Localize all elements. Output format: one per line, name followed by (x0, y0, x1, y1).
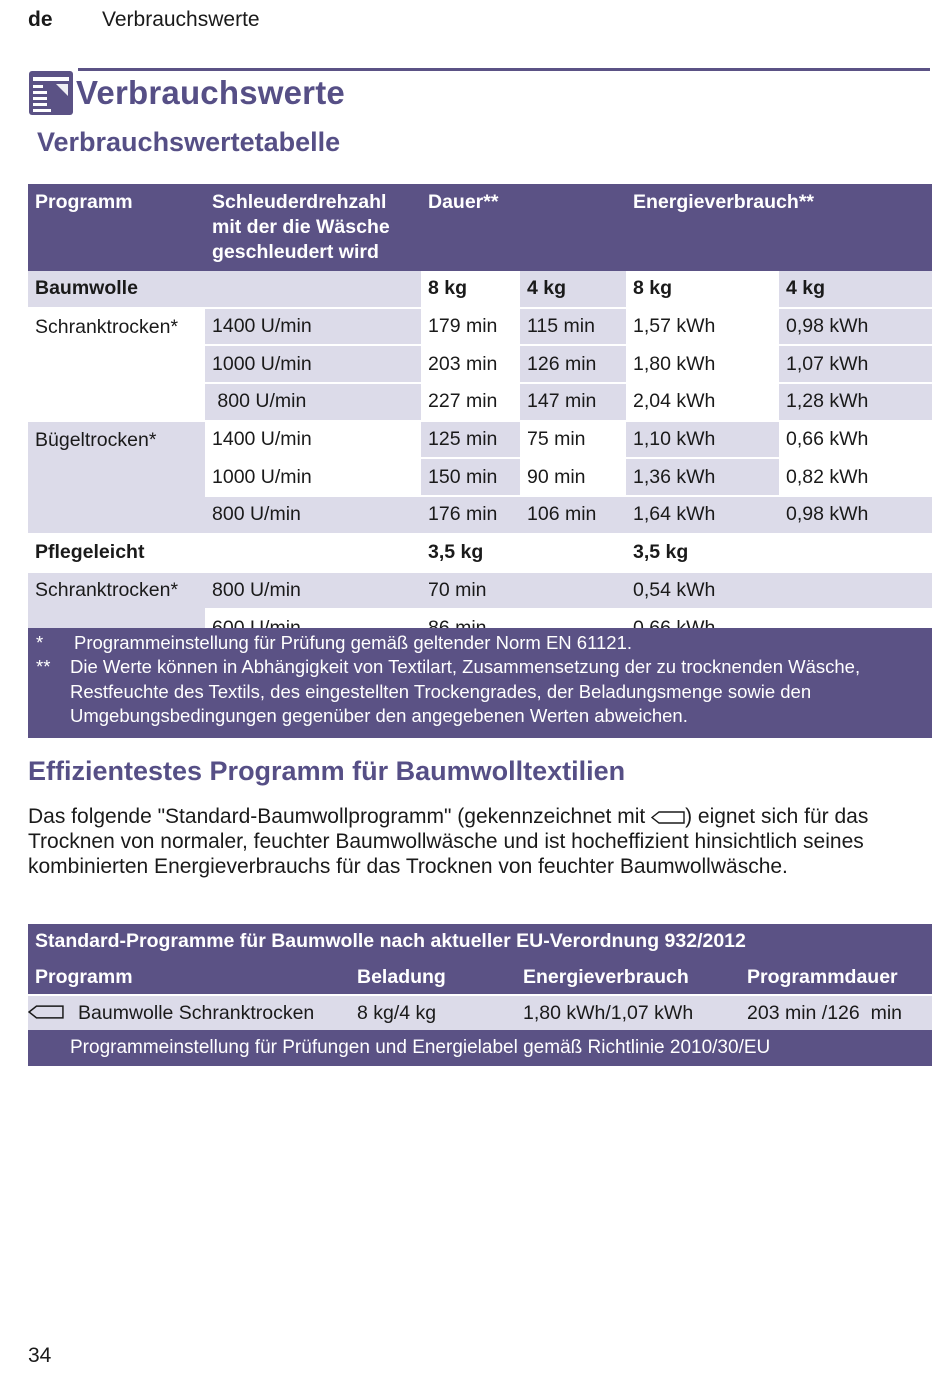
speed-cell: 1000 U/min (205, 345, 421, 383)
energy-cell: 1,10 kWh (626, 421, 779, 459)
duration-cell: 227 min (421, 383, 520, 421)
duration-cell: 70 min (421, 572, 520, 610)
std-table-title: Standard-Programme für Baumwolle nach aktueller EU-Verordnung 932/2012 (28, 924, 932, 958)
load-cell: 3,5 kg (626, 534, 779, 572)
efficient-program-paragraph (28, 804, 928, 879)
program-cell: Schranktrocken* (28, 308, 205, 346)
std-header-dauer: Programmdauer (747, 966, 898, 988)
consumption-table-icon (28, 70, 74, 116)
speed-cell: 800 U/min (205, 572, 421, 610)
footnote-mark: ** (36, 656, 51, 677)
table-row (28, 458, 932, 496)
speed-cell: 800 U/min (205, 496, 421, 534)
std-header-energie: Energieverbrauch (523, 966, 689, 988)
duration-cell: 75 min (520, 421, 626, 459)
energy-cell: 1,28 kWh (779, 383, 932, 421)
energy-cell: 0,98 kWh (779, 308, 932, 346)
std-table-note (28, 1030, 932, 1066)
standard-cotton-symbol-icon (28, 1005, 64, 1019)
energy-cell: 1,64 kWh (626, 496, 779, 534)
section-subtitle: Verbrauchswertetabelle (37, 127, 341, 157)
std-table-header-row (28, 958, 932, 994)
program-cell (28, 458, 205, 496)
table-row (28, 496, 932, 534)
energy-cell: 1,36 kWh (626, 458, 779, 496)
section-rule (78, 68, 930, 71)
std-duration-cell: 203 min /126 min (747, 1002, 903, 1024)
duration-cell: 90 min (520, 458, 626, 496)
std-header-programm: Programm (35, 966, 133, 988)
duration-cell: 126 min (520, 345, 626, 383)
group-name: Pflegeleicht (28, 534, 205, 572)
table-row (28, 534, 932, 572)
footnote-text: Programmeinstellung für Prüfung gemäß geltender Norm EN 61121. (74, 632, 633, 653)
header-energie: Energieverbrauch** (626, 184, 932, 271)
energy-cell: 0,98 kWh (779, 496, 932, 534)
speed-cell: 800 U/min (205, 383, 421, 421)
energy-cell: 0,54 kWh (626, 572, 779, 610)
header-title: Verbrauchswerte (102, 8, 260, 31)
table-row (28, 345, 932, 383)
table-row (28, 994, 932, 1030)
program-cell (28, 345, 205, 383)
duration-cell: 150 min (421, 458, 520, 496)
table-footnotes (28, 628, 932, 738)
duration-cell: 125 min (421, 421, 520, 459)
energy-cell: 1,57 kWh (626, 308, 779, 346)
duration-cell: 179 min (421, 308, 520, 346)
consumption-table (28, 184, 932, 648)
duration-cell: 203 min (421, 345, 520, 383)
efficient-program-title: Effizientestes Programm für Baumwolltextilien (28, 756, 626, 786)
standard-programs-table (28, 924, 932, 1066)
program-cell: Schranktrocken* (28, 572, 205, 610)
paragraph-text: Das folgende "Standard-Baumwollprogramm" (gekennzeichnet mit (28, 805, 652, 828)
energy-cell: 1,07 kWh (779, 345, 932, 383)
footnote-mark: * (36, 632, 44, 653)
load-cell: 4 kg (520, 271, 626, 308)
std-note-text: Programmeinstellung für Prüfungen und Energielabel gemäß Richtlinie 2010/30/EU (70, 1037, 771, 1058)
std-load-cell: 8 kg/4 kg (357, 1002, 437, 1024)
header-programm: Programm (28, 184, 205, 271)
paragraph-text: ) eignet sich für das Trocknen von normaler, feuchter Baumwollwäsche und ist hocheffizient hinsichtlich seines kombinierten Energieverbrauchs für das Trocknen von feuchter Baumwollwäsche. (28, 805, 869, 878)
standard-cotton-symbol-icon (651, 811, 685, 824)
table-row (28, 383, 932, 421)
speed-cell: 1400 U/min (205, 308, 421, 346)
program-cell: Bügeltrocken* (28, 421, 205, 459)
table-header-row (28, 184, 932, 271)
table-row (28, 421, 932, 459)
header-dauer: Dauer** (421, 184, 626, 271)
speed-cell: 1000 U/min (205, 458, 421, 496)
duration-cell: 147 min (520, 383, 626, 421)
header-schleuder: Schleuderdrehzahl mit der die Wäsche geschleudert wird (205, 184, 421, 271)
duration-cell: 106 min (520, 496, 626, 534)
std-program-cell: Baumwolle Schranktrocken (78, 1002, 315, 1024)
energy-cell: 1,80 kWh (626, 345, 779, 383)
table-row (28, 271, 932, 308)
load-cell: 8 kg (421, 271, 520, 308)
energy-cell: 0,66 kWh (779, 421, 932, 459)
program-cell (28, 383, 205, 421)
duration-cell: 176 min (421, 496, 520, 534)
duration-cell (520, 572, 626, 610)
group-name: Baumwolle (28, 271, 205, 308)
table-row (28, 308, 932, 346)
load-cell (779, 534, 932, 572)
table-row (28, 572, 932, 610)
program-cell (28, 496, 205, 534)
std-energy-cell: 1,80 kWh/1,07 kWh (523, 1002, 694, 1024)
energy-cell: 2,04 kWh (626, 383, 779, 421)
speed-cell: 1400 U/min (205, 421, 421, 459)
load-cell: 8 kg (626, 271, 779, 308)
energy-cell (779, 572, 932, 610)
std-header-beladung: Beladung (357, 966, 446, 988)
load-cell: 4 kg (779, 271, 932, 308)
section-title: Verbrauchswerte (76, 74, 345, 111)
footnote-text: Die Werte können in Abhängigkeit von Textilart, Zusammensetzung der zu trocknenden Wäsche, Restfeuchte des Textils, des eingestellten Trockengrades, der Beladungsmenge sowie den Umgebungsbedingungen gegenüber den angegebenen Werten abweichen. (70, 656, 861, 726)
duration-cell: 115 min (520, 308, 626, 346)
load-cell: 3,5 kg (421, 534, 520, 572)
load-cell (520, 534, 626, 572)
energy-cell: 0,82 kWh (779, 458, 932, 496)
page-number: 34 (28, 1344, 52, 1367)
header-language: de (28, 8, 53, 31)
